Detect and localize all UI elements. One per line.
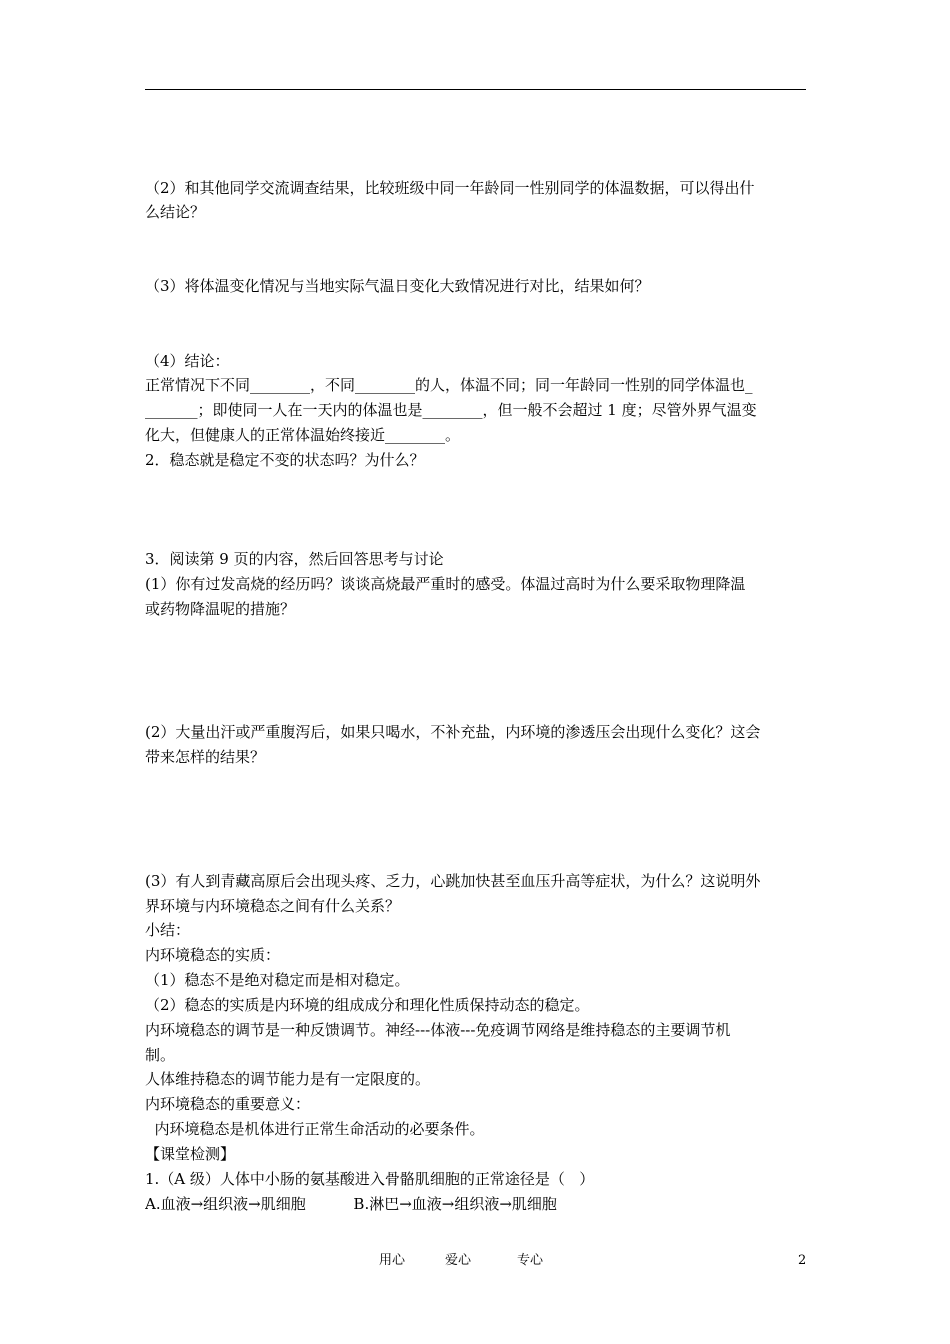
discussion-1-line-1: (1）你有过发高烧的经历吗？谈谈高烧最严重时的感受。体温过高时为什么要采取物理降温 [145,575,746,593]
discussion-2-line-2: 带来怎样的结果？ [145,748,266,766]
footer-right: 专心 [517,1253,544,1268]
item-2-question: 2．稳态就是稳定不变的状态吗？为什么？ [145,451,425,469]
regulation-limit: 人体维持稳态的调节能力是有一定限度的。 [145,1070,431,1088]
summary-point-2: （2）稳态的实质是内环境的组成成分和理化性质保持动态的稳定。 [145,996,590,1014]
footer-left: 用心 [379,1253,406,1268]
conclusion-line-2: _______；即使同一人在一天内的体温也是________，但一般不会超过 1 度；尽管外界气温变 [145,401,757,419]
significance-text: 内环境稳态是机体进行正常生命活动的必要条件。 [145,1120,485,1138]
question-2-line-1: （2）和其他同学交流调查结果，比较班级中同一年龄同一性别同学的体温数据，可以得出什 [145,179,755,197]
regulation-line-1: 内环境稳态的调节是一种反馈调节。神经---体液---免疫调节网络是维持稳态的主要调节机 [145,1021,731,1039]
test-question-1: 1.（A 级）人体中小肠的氨基酸进入骨骼肌细胞的正常途径是（ ） [145,1170,595,1188]
discussion-1-line-2: 或药物降温呢的措施？ [145,600,296,618]
class-test-heading: 【课堂检测】 [145,1145,236,1163]
question-2-line-2: 么结论？ [145,203,206,221]
summary-essence-heading: 内环境稳态的实质： [145,946,281,964]
summary-point-1: （1）稳态不是绝对稳定而是相对稳定。 [145,971,410,989]
item-3-heading: 3．阅读第 9 页的内容，然后回答思考与讨论 [145,550,444,568]
footer-middle: 爱心 [445,1253,472,1268]
regulation-line-2: 制。 [145,1046,176,1064]
page-number: 2 [798,1253,807,1268]
discussion-3-line-2: 界环境与内环境稳态之间有什么关系？ [145,897,401,915]
conclusion-heading: （4）结论： [145,352,230,370]
discussion-2-line-1: (2）大量出汗或严重腹泻后，如果只喝水，不补充盐，内环境的渗透压会出现什么变化？这会 [145,723,761,741]
discussion-3-line-1: (3）有人到青藏高原后会出现头疼、乏力，心跳加快甚至血压升高等症状，为什么？这说明外 [145,872,761,890]
summary-heading: 小结： [145,921,191,939]
header-rule [145,89,806,90]
conclusion-line-1: 正常情况下不同________，不同________的人，体温不同；同一年龄同一性别的同学体温也_ [145,376,753,394]
question-3-line: （3）将体温变化情况与当地实际气温日变化大致情况进行对比，结果如何？ [145,277,650,295]
significance-heading: 内环境稳态的重要意义： [145,1095,311,1113]
test-question-1-options: A.血液→组织液→肌细胞 B.淋巴→血液→组织液→肌细胞 [145,1195,557,1213]
conclusion-line-3: 化大，但健康人的正常体温始终接近________。 [145,426,461,444]
